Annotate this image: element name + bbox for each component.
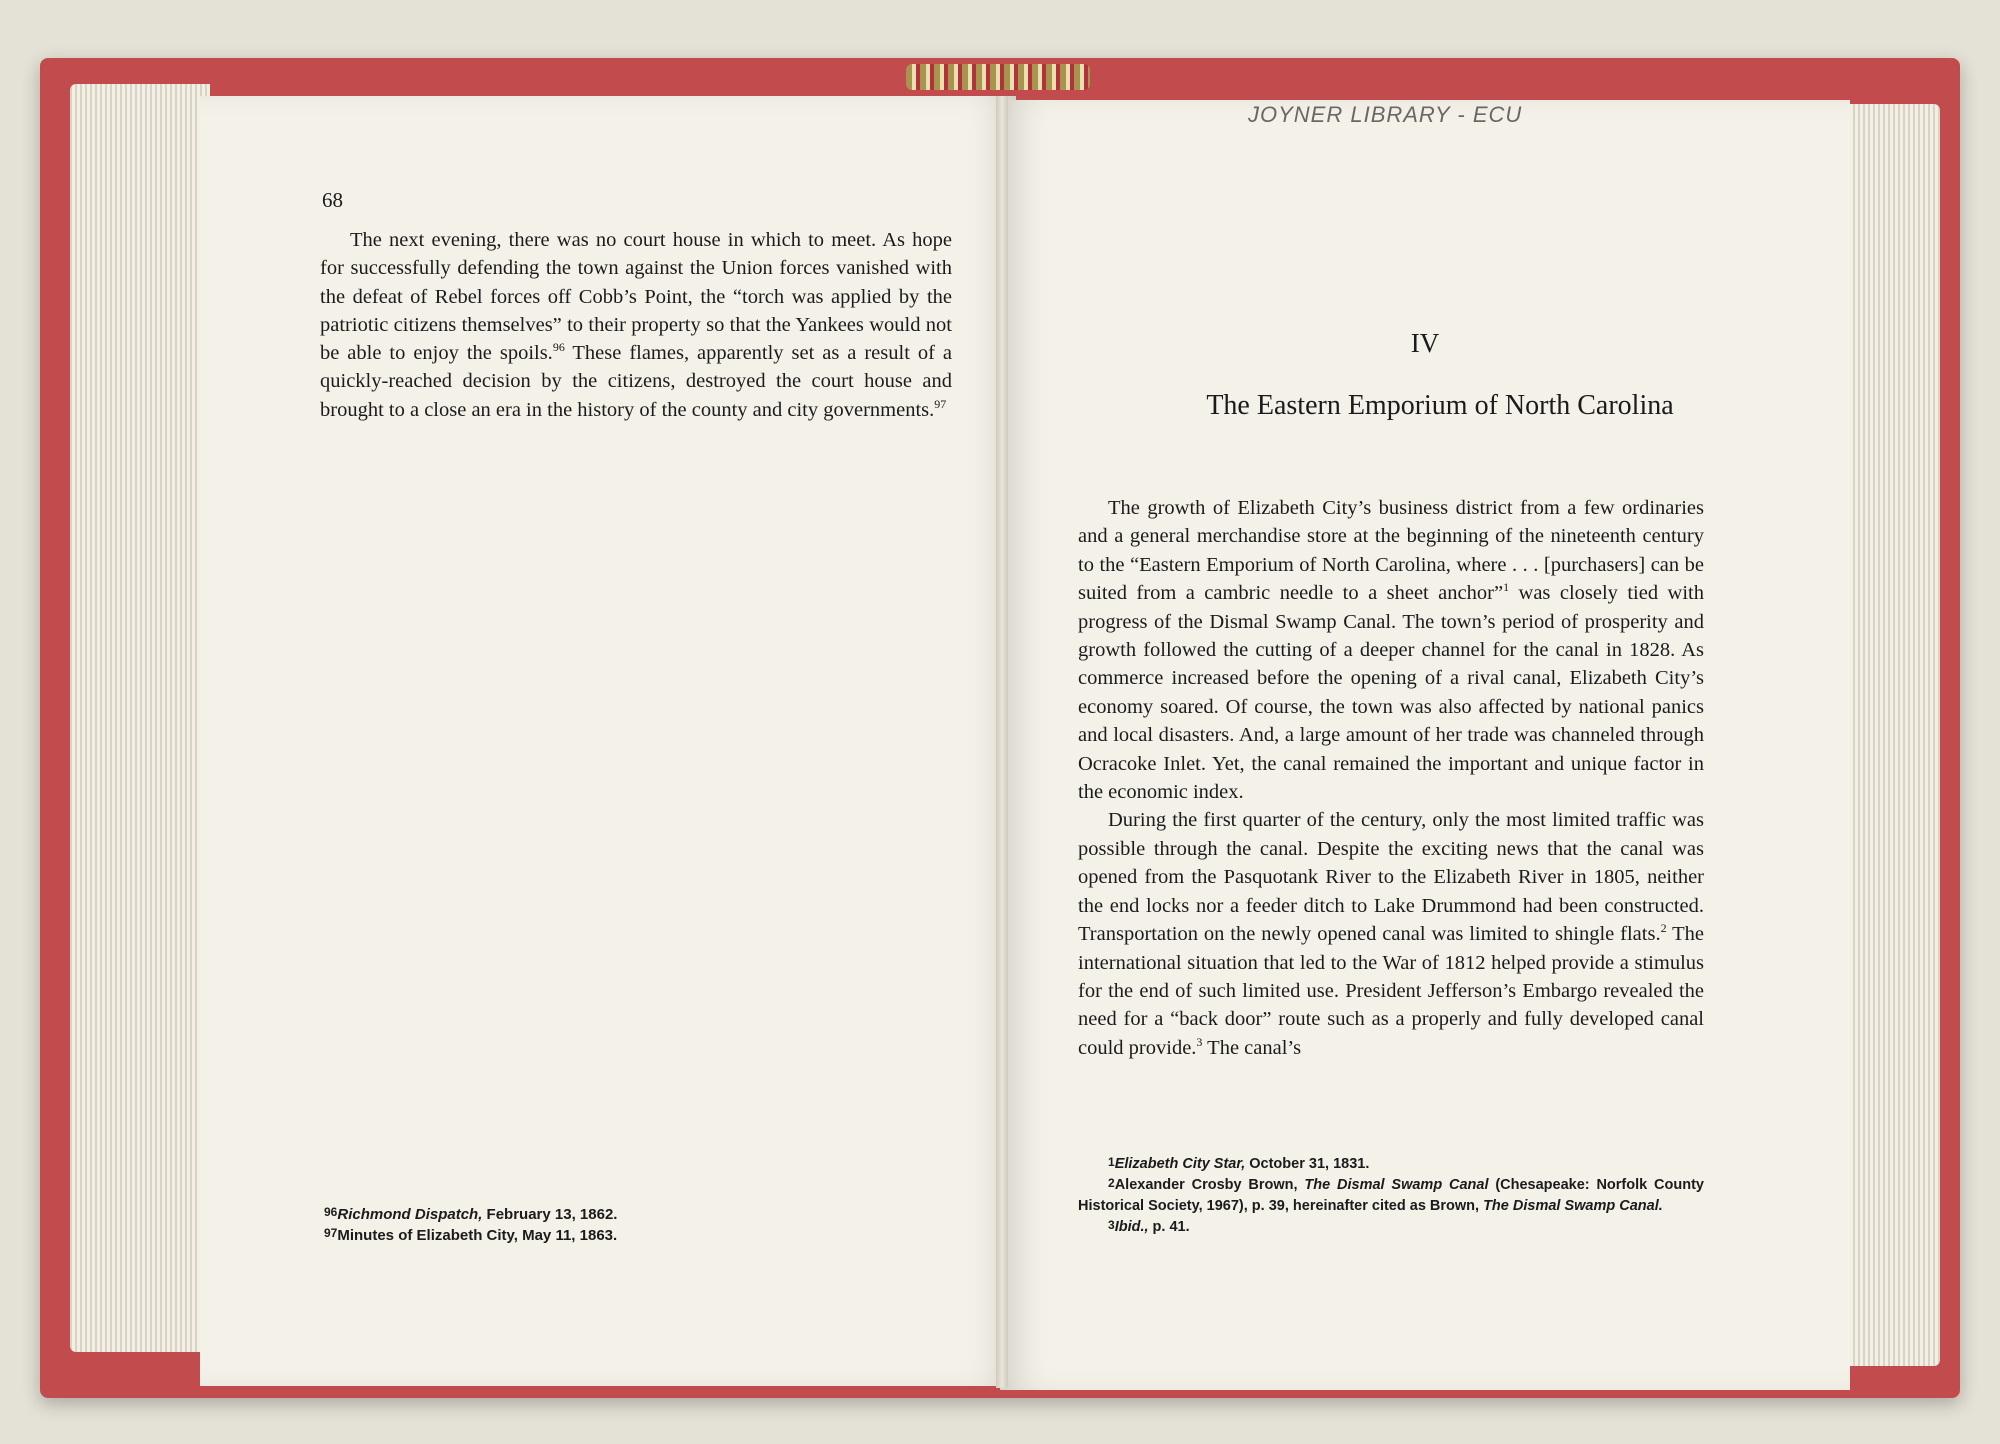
footnote-97: $^{97}$Minutes of Elizabeth City, May 11, 1863. [324, 1226, 618, 1244]
footnote-1: $^1$Elizabeth City Star, October 31, 1831. [1108, 1155, 1370, 1172]
left-page-body [320, 226, 952, 424]
footnote-2: $^2$Alexander Crosby Brown, The Dismal Swamp Canal (Chesapeake: Norfolk County Historical Society, 1967), p. 39, hereinafter cited as Brown, The Dismal Swamp Canal. [1078, 1176, 1704, 1214]
left-page [200, 96, 1016, 1386]
right-paragraph-1: The growth of Elizabeth City’s business district from a few ordinaries and a general merchandise store at the beginning of the nineteenth century to the “Eastern Emporium of North Carolina, where . . . [purchasers] can be suited from a cambric needle to a sheet anchor”$^1$ was closely tied with progress of the Dismal Swamp Canal. The town’s period of prosperity and growth followed the cutting of a deeper channel for the canal in 1828. As commerce increased before the opening of a rival canal, Elizabeth City’s economy soared. Of course, the town was also affected by national panics and local disasters. And, a large amount of her trade was channeled through Ocracoke Inlet. Yet, the canal remained the important and unique factor in the economic index. [1078, 497, 1704, 804]
right-page-body [1078, 494, 1704, 1062]
left-footnotes [324, 1204, 964, 1246]
footnote-3: $^3$Ibid., p. 41. [1108, 1218, 1190, 1235]
right-page [1000, 100, 1850, 1390]
page-number: 68 [322, 188, 343, 212]
library-stamp: JOYNER LIBRARY - ECU [1248, 102, 1523, 127]
right-paragraph-2: During the first quarter of the century, only the most limited traffic was possible through the canal. Despite the exciting news that the canal was opened from the Pasquotank River to the Elizabeth River in 1805, neither the end locks nor a feeder ditch to Lake Drummond had been constructed. Transportation on the newly opened canal was limited to shingle flats.$^2$ The international situation that led to the War of 1812 helped provide a stimulus for the end of such limited use. President Jefferson’s Embargo revealed the need for a “back door” route such as a properly and fully developed canal could provide.$^3$ The canal’s [1078, 809, 1704, 1059]
footnote-96: $^{96}$Richmond Dispatch, February 13, 1862. [324, 1205, 618, 1223]
right-footnotes [1078, 1154, 1704, 1238]
page-edges-left [70, 84, 210, 1352]
book-headband [906, 64, 1090, 90]
chapter-number: IV [1410, 328, 1440, 358]
book-gutter [996, 96, 1008, 1388]
left-paragraph: The next evening, there was no court house in which to meet. As hope for successfully defending the town against the Union forces vanished with the defeat of Rebel forces off Cobb’s Point, the “torch was applied by the patriotic citizens themselves” to their property so that the Yankees would not be able to enjoy the spoils.$^{96}$ These flames, apparently set as a result of a quickly-reached decision by the citizens, destroyed the court house and brought to a close an era in the history of the county and city governments.$^{97}$ [320, 229, 952, 421]
chapter-title: The Eastern Emporium of North Carolina [1206, 390, 1674, 421]
